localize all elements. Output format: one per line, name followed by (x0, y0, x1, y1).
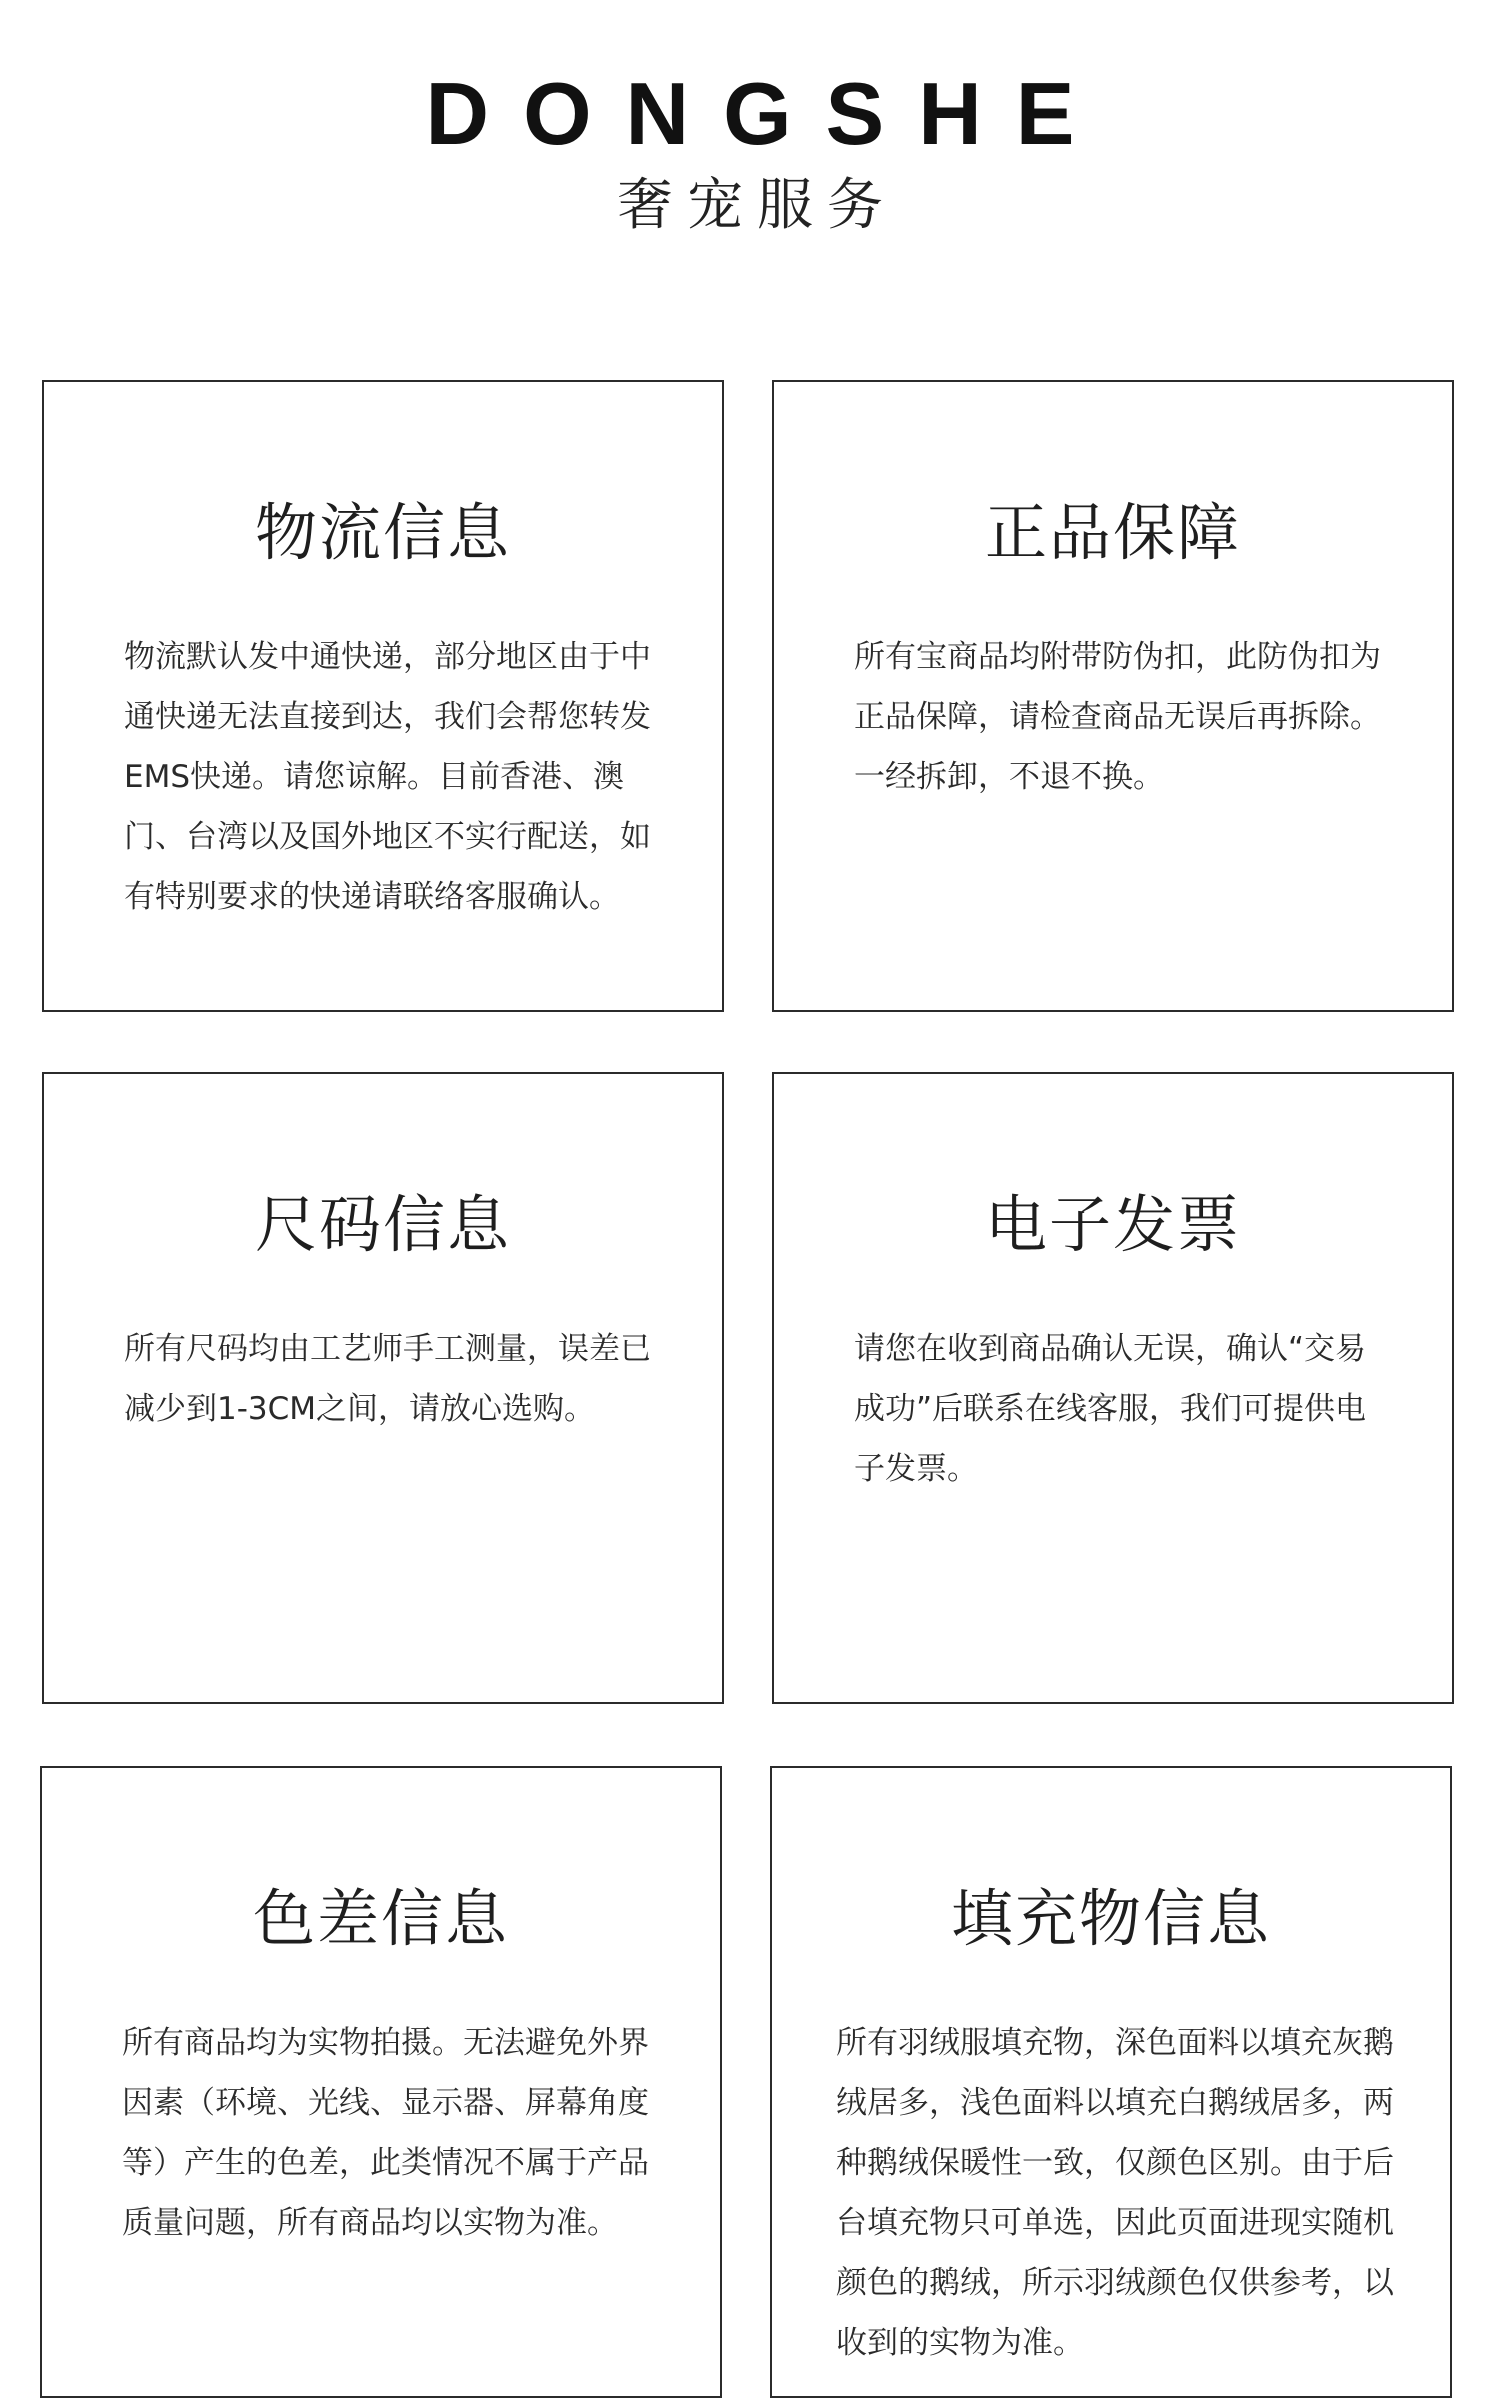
info-card-filling (770, 1766, 1452, 2398)
info-card-color-difference (40, 1766, 722, 2398)
card-title: 电子发票 (984, 1188, 1241, 1261)
card-body-text: 所有羽绒服填充物，深色面料以填充灰鹅绒居多，浅色面料以填充白鹅绒居多，两种鹅绒保暖性一致，仅颜色区别。由于后台填充物只可单选，因此页面进现实随机颜色的鹅绒，所示羽绒颜色仅供参考，以收到的实物为准。 (836, 2025, 1394, 2361)
card-body-text: 所有商品均为实物拍摄。无法避免外界因素（环境、光线、显示器、屏幕角度等）产生的色差，此类情况不属于产品质量问题，所有商品均以实物为准。 (122, 2025, 649, 2241)
page-subtitle: 奢宠服务 (617, 173, 897, 238)
brand-logo-text: DONGSHE (425, 64, 1109, 163)
card-body-text: 物流默认发中通快递，部分地区由于中通快递无法直接到达，我们会帮您转发EMS快递。请您谅解。目前香港、澳门、台湾以及国外地区不实行配送，如有特别要求的快递请联络客服确认。 (124, 639, 651, 915)
card-title: 填充物信息 (950, 1882, 1271, 1955)
info-card-invoice (772, 1072, 1454, 1704)
info-card-authenticity (772, 380, 1454, 1012)
card-title: 物流信息 (254, 496, 511, 569)
info-card-logistics (42, 380, 724, 1012)
card-body-text: 所有宝商品均附带防伪扣，此防伪扣为正品保障，请检查商品无误后再拆除。一经拆卸，不退不换。 (854, 639, 1381, 795)
card-title: 正品保障 (984, 496, 1241, 569)
card-body-text: 所有尺码均由工艺师手工测量，误差已减少到1-3CM之间，请放心选购。 (124, 1331, 651, 1427)
page-header (0, 0, 1500, 260)
info-card-size (42, 1072, 724, 1704)
card-body-text: 请您在收到商品确认无误，确认“交易成功”后联系在线客服，我们可提供电子发票。 (854, 1331, 1367, 1487)
card-title: 色差信息 (252, 1882, 509, 1955)
card-title: 尺码信息 (254, 1188, 511, 1261)
